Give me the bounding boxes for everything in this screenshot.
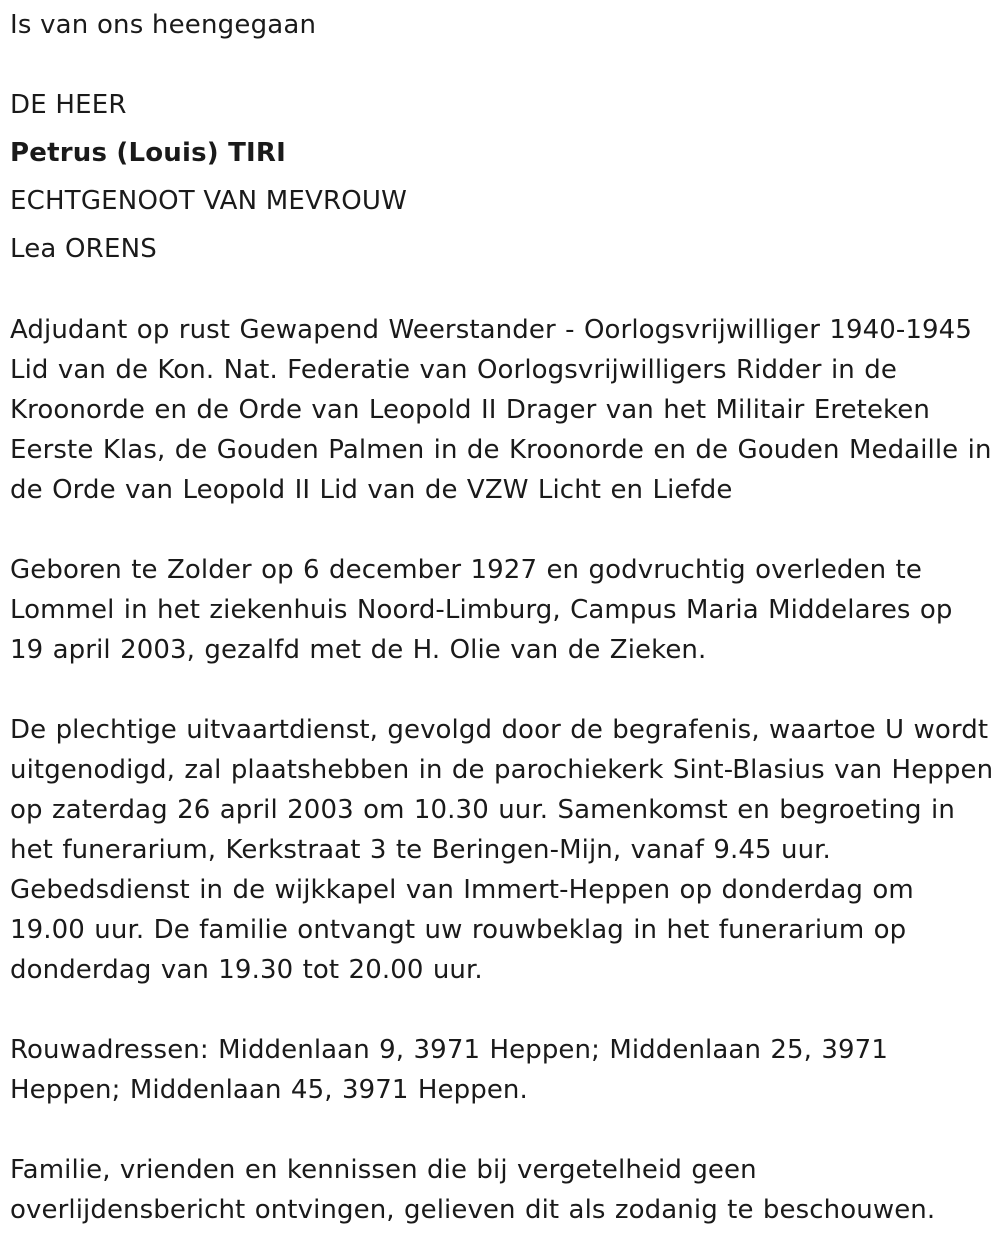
- addresses-paragraph: Rouwadressen: Middenlaan 9, 3971 Heppen; Middenlaan 25, 3971 Heppen; Middenlaan 45, 3971 Heppen.: [10, 1035, 888, 1105]
- closing-paragraph: Familie, vrienden en kennissen die bij vergetelheid geen overlijdensbericht ontvingen, gelieven dit als zodanig te beschouwen.: [10, 1155, 936, 1225]
- spouse-label: ECHTGENOOT VAN MEVROUW: [10, 186, 408, 216]
- title-prefix: DE HEER: [10, 90, 127, 120]
- deceased-name: Petrus (Louis) TIRI: [10, 138, 287, 168]
- birth-death-paragraph: Geboren te Zolder op 6 december 1927 en godvruchtig overleden te Lommel in het ziekenhuis Noord-Limburg, Campus Maria Middelares op 19 april 2003, gezalfd met de H. Olie van de Zieken.: [10, 555, 953, 665]
- spouse-name: Lea ORENS: [10, 234, 157, 264]
- career-paragraph: Adjudant op rust Gewapend Weerstander - Oorlogsvrijwilliger 1940-1945 Lid van de Kon. Nat. Federatie van Oorlogsvrijwilligers Ridder in de Kroonorde en de Orde van Leopold II Drager van het Militair Ereteken Eerste Klas, de Gouden Palmen in de Kroonorde en de Gouden Medaille in de Orde van Leopold II Lid van de VZW Licht en Liefde: [10, 315, 992, 505]
- intro-text: Is van ons heengegaan: [10, 10, 317, 40]
- funeral-paragraph: De plechtige uitvaartdienst, gevolgd door de begrafenis, waartoe U wordt uitgenodigd, zal plaatshebben in de parochiekerk Sint-Blasius van Heppen op zaterdag 26 april 2003 om 10.30 uur. Samenkomst en begroeting in het funerarium, Kerkstraat 3 te Beringen-Mijn, vanaf 9.45 uur. Gebedsdienst in de wijkkapel van Immert-Heppen op donderdag om 19.00 uur. De familie ontvangt uw rouwbeklag in het funerarium op donderdag van 19.30 tot 20.00 uur.: [10, 715, 994, 985]
